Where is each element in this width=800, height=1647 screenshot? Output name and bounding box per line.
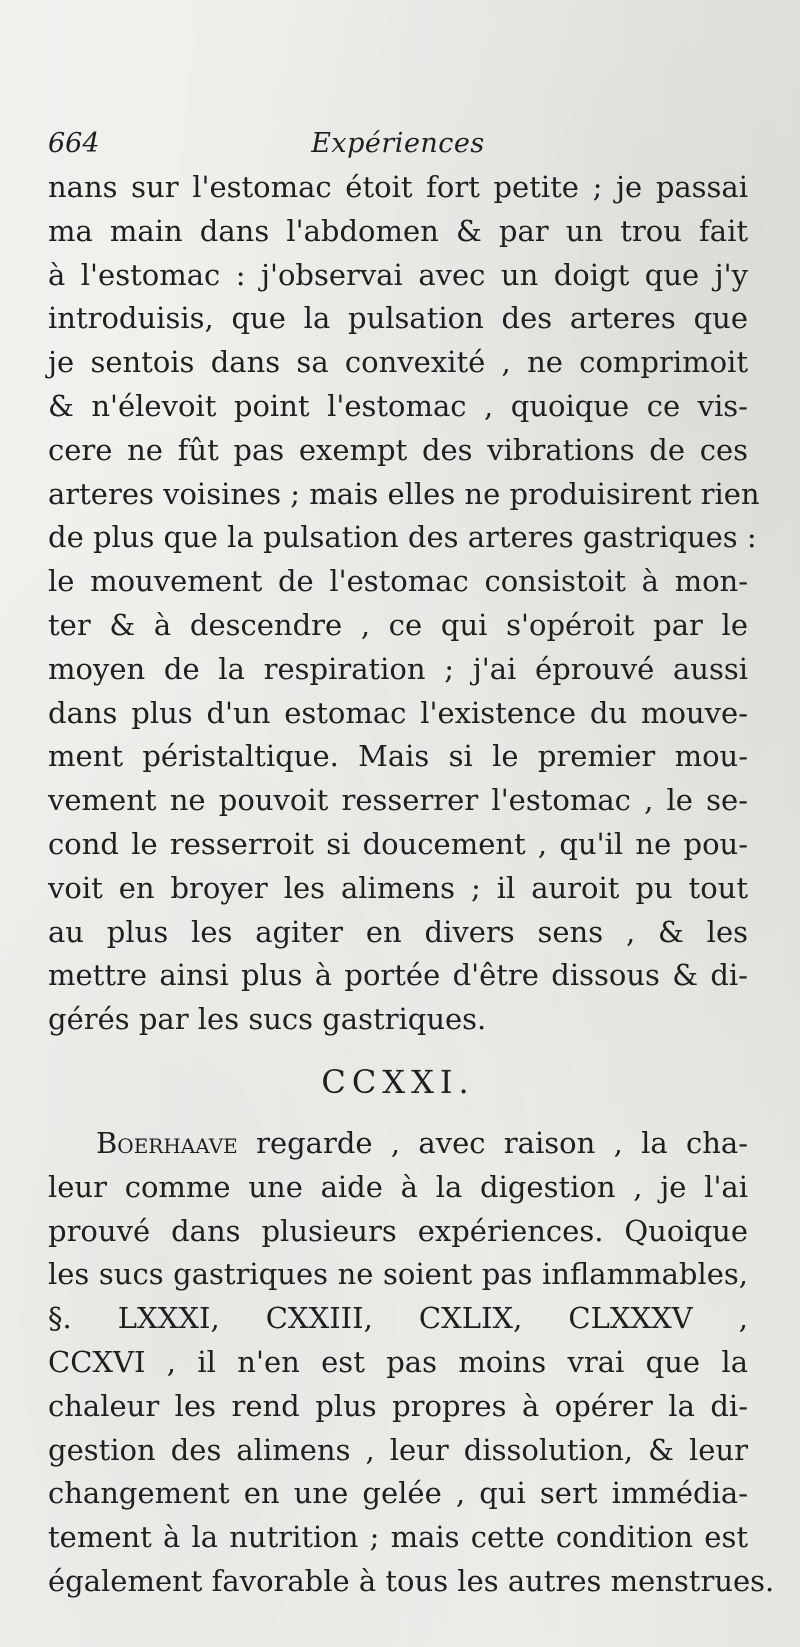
text-line: à l'estomac : j'observai avec un doigt que j'y: [48, 257, 748, 292]
page-header: [48, 128, 748, 168]
text-line: de plus que la pulsation des arteres gastriques :: [48, 520, 757, 555]
text-line: gestion des alimens , leur dissolution, & leur: [48, 1432, 748, 1467]
text-fragment: regarde , avec raison , la cha-: [256, 1125, 749, 1160]
text-line: [48, 1122, 748, 1166]
text-line: prouvé dans plusieurs expériences. Quoique: [48, 1213, 748, 1248]
text-line: introduisis, que la pulsation des arteres que: [48, 301, 748, 336]
text-line: arteres voisines ; mais elles ne produisirent rien: [48, 476, 760, 511]
text-line: dans plus d'un estomac l'existence du mouve-: [48, 695, 748, 730]
text-line: voit en broyer les alimens ; il auroit pu tout: [48, 870, 748, 905]
text-line: le mouvement de l'estomac consistoit à mon-: [48, 564, 748, 599]
text-line: moyen de la respiration ; j'ai éprouvé aussi: [48, 651, 748, 686]
text-line: mettre ainsi plus à portée d'être dissous & di-: [48, 958, 748, 993]
text-line: cond le resserroit si doucement , qu'il ne pou-: [48, 826, 748, 861]
paragraph: [48, 166, 760, 1042]
text-line: changement en une gelée , qui sert immédia-: [48, 1476, 748, 1511]
text-line: chaleur les rend plus propres à opérer la di-: [48, 1388, 748, 1423]
author-name: Boerhaave: [96, 1125, 238, 1160]
running-title: Expériences: [311, 128, 485, 159]
body-text: [48, 166, 775, 1604]
text-line: gérés par les sucs gastriques.: [48, 1002, 487, 1037]
text-line: les sucs gastriques ne soient pas inflammables,: [48, 1257, 748, 1292]
text-line: tement à la nutrition ; mais cette condition est: [48, 1520, 748, 1555]
text-line: leur comme une aide à la digestion , je l'ai: [48, 1169, 748, 1204]
text-line: nans sur l'estomac étoit fort petite ; je passai: [48, 170, 748, 204]
text-line: ment péristaltique. Mais si le premier mou-: [48, 739, 748, 774]
text-line: ma main dans l'abdomen & par un trou fait: [48, 213, 748, 248]
text-line: ter & à descendre , ce qui s'opéroit par le: [48, 607, 748, 642]
text-line: vement ne pouvoit resserrer l'estomac , le se-: [48, 783, 748, 818]
section-heading: CCXXI.: [321, 1062, 475, 1101]
text-line: CCXVI , il n'en est pas moins vrai que la: [48, 1344, 748, 1379]
paragraph: [48, 1122, 775, 1604]
text-line: cere ne fût pas exempt des vibrations de ces: [48, 432, 748, 467]
text-line: au plus les agiter en divers sens , & les: [48, 914, 748, 949]
page-number: 664: [48, 128, 100, 159]
text-line: & n'élevoit point l'estomac , quoique ce vis-: [48, 388, 748, 423]
text-line: §. LXXXI, CXXIII, CXLIX, CLXXXV ,: [48, 1301, 748, 1336]
text-line: également favorable à tous les autres menstrues.: [48, 1563, 775, 1598]
text-line: je sentois dans sa convexité , ne comprimoit: [48, 345, 748, 380]
